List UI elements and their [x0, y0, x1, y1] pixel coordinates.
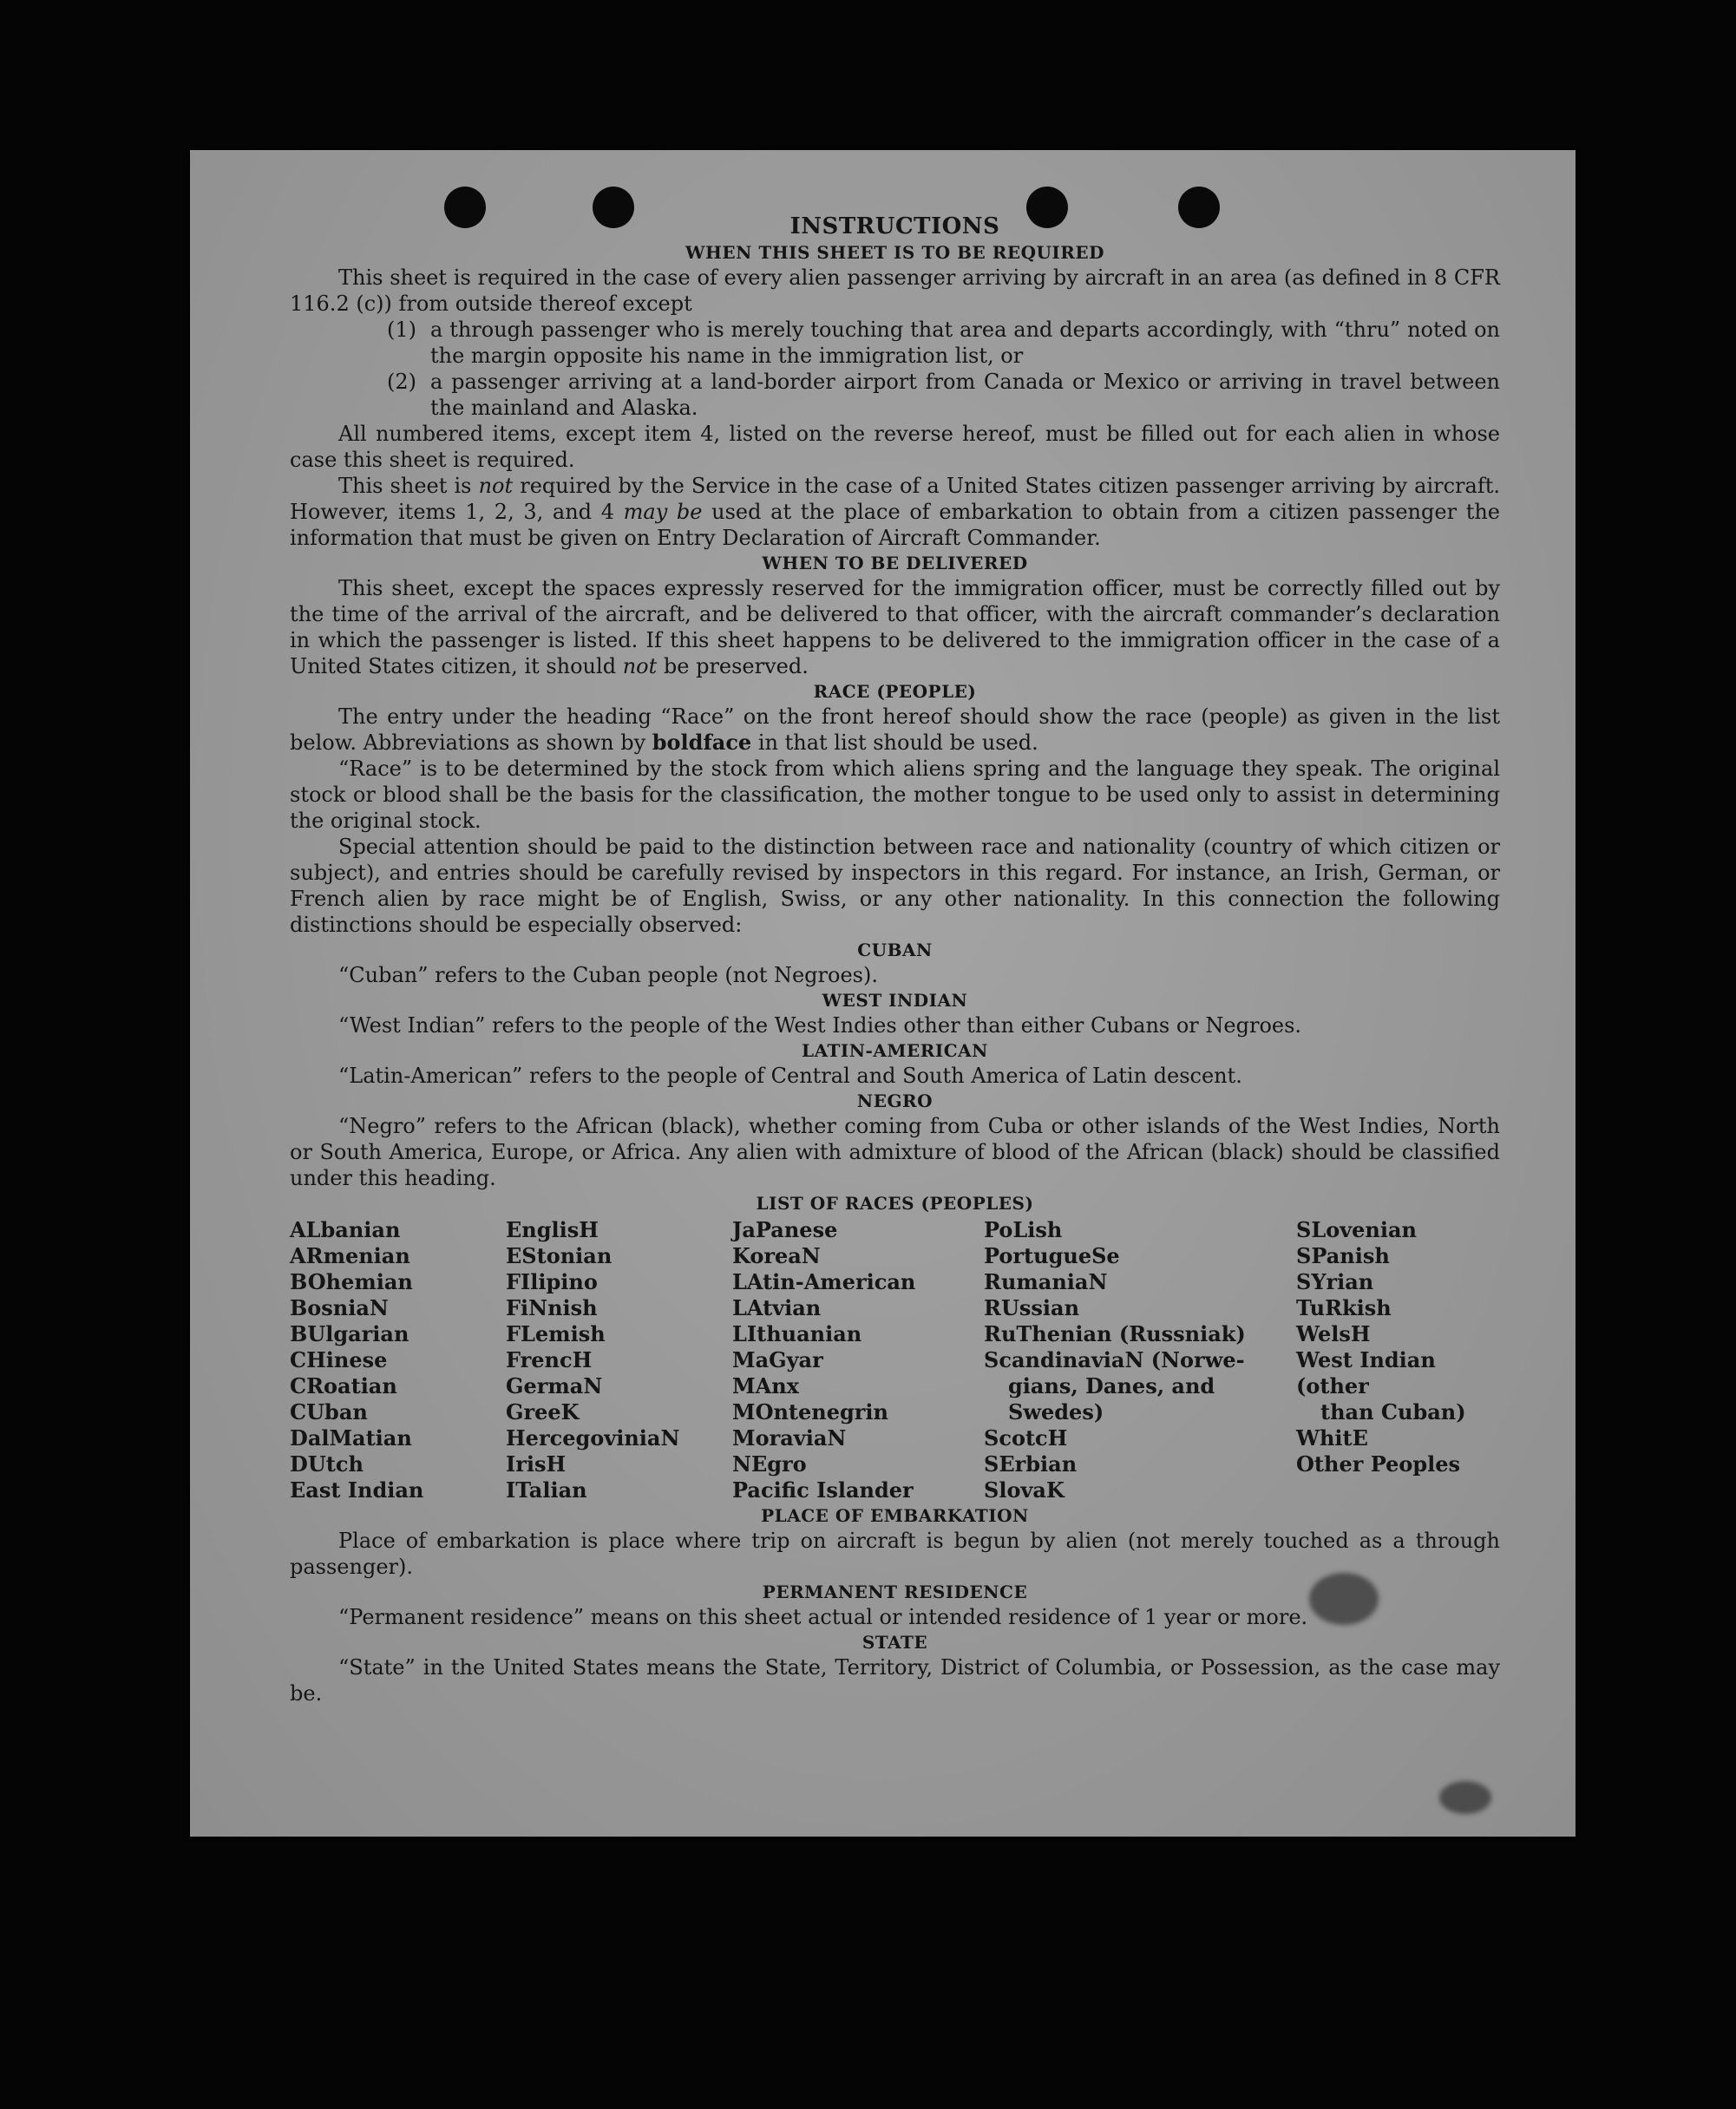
race-entry: SYrian — [1296, 1269, 1374, 1294]
race-entry: RUssian — [984, 1295, 1080, 1320]
paragraph-numbered-items: All numbered items, except item 4, listed on the reverse hereof, must be filled out for each alien in whose case this sheet is required. — [290, 422, 1500, 472]
race-entry: FLemish — [506, 1321, 606, 1346]
ink-stain — [1439, 1781, 1491, 1814]
race-entry: BOhemian — [290, 1269, 413, 1294]
race-entry: KoreaN — [732, 1243, 821, 1268]
section-heading-embarkation: PLACE OF EMBARKATION — [761, 1505, 1029, 1526]
race-entry: FiNnish — [506, 1295, 598, 1320]
race-entry: DalMatian — [290, 1425, 412, 1451]
race-entry: ITalian — [506, 1477, 587, 1503]
race-entry: West Indian (other — [1296, 1347, 1436, 1398]
race-entry: ScandinaviaN (Norwe- — [984, 1347, 1245, 1372]
race-entry: CUban — [290, 1399, 368, 1425]
paragraph-race-stock: “Race” is to be determined by the stock from which aliens spring and the language they speak. The original stock or blood shall be the basis for the classification, the mother tongue to be used only to assist in determining the original stock. — [290, 756, 1500, 833]
paragraph-requirement: This sheet is required in the case of every alien passenger arriving by aircraft in an area (as defined in 8 CFR 116.2 (c)) from outside thereof except — [290, 265, 1500, 316]
exception-text: a passenger arriving at a land-border airport from Canada or Mexico or arriving in travel between the mainland and Alaska. — [430, 370, 1500, 420]
section-heading-cuban: CUBAN — [857, 940, 933, 960]
section-heading-west-indian: WEST INDIAN — [822, 990, 968, 1011]
race-entry: East Indian — [290, 1477, 424, 1503]
race-entry: IrisH — [506, 1451, 567, 1477]
race-entry: FrencH — [506, 1347, 593, 1372]
race-entry: SlovaK — [984, 1477, 1065, 1503]
race-entry: ARmenian — [290, 1243, 410, 1268]
race-entry: Other Peoples — [1296, 1451, 1461, 1477]
race-entry: DUtch — [290, 1451, 364, 1477]
section-heading-permanent-residence: PERMANENT RESIDENCE — [762, 1582, 1028, 1602]
race-entry: LAtin-American — [732, 1269, 916, 1294]
race-entry: CRoatian — [290, 1373, 397, 1398]
exception-number: (2) — [387, 370, 416, 394]
race-entry: SErbian — [984, 1451, 1078, 1477]
section-heading-state: STATE — [861, 1632, 928, 1653]
race-entry: PoLish — [984, 1217, 1063, 1242]
race-entry: GreeK — [506, 1399, 580, 1425]
section-heading-list-of-races: LIST OF RACES (PEOPLES) — [756, 1193, 1034, 1214]
race-entry: ScotcH — [984, 1425, 1068, 1451]
race-column — [1296, 1217, 1500, 1503]
race-entry: HercegoviniaN — [506, 1425, 680, 1451]
race-entry: MOntenegrin — [732, 1399, 888, 1425]
race-entry: CHinese — [290, 1347, 388, 1372]
paragraph-state: “State” in the United States means the State, Territory, District of Columbia, or Possession, as the case may be. — [290, 1655, 1500, 1706]
document-sheet — [190, 150, 1576, 1837]
race-entry: BosniaN — [290, 1295, 389, 1320]
race-entry: SPanish — [1296, 1243, 1390, 1268]
section-heading-latin-american: LATIN-AMERICAN — [802, 1040, 988, 1061]
paragraph-delivery: This sheet, except the spaces expressly reserved for the immigration officer, must be correctly filled out by the time of the arrival of the aircraft, and be delivered to that officer, with the aircraft commander’s declaration in which the passenger is listed. If this sheet happens to be delivered to the immigration officer in the case of a United States citizen, it should not be preserved. — [290, 576, 1500, 678]
paragraph-negro: “Negro” refers to the African (black), whether coming from Cuba or other islands of the West Indies, North or South America, Europe, or Africa. Any alien with admixture of blood of the African (black) should be classified under this heading. — [290, 1114, 1500, 1190]
race-entry: JaPanese — [732, 1217, 838, 1242]
paragraph-cuban: “Cuban” refers to the Cuban people (not Negroes). — [338, 963, 878, 987]
section-heading-negro: NEGRO — [856, 1091, 934, 1111]
paragraph-race-entry: The entry under the heading “Race” on the front hereof should show the race (people) as given in the list below. Abbreviations as shown by boldface in that list should be used. — [290, 704, 1500, 755]
race-entry: LIthuanian — [732, 1321, 862, 1346]
race-entry: WelsH — [1296, 1321, 1371, 1346]
race-entry: NEgro — [732, 1451, 807, 1477]
race-entry: EStonian — [506, 1243, 613, 1268]
paragraph-citizen-passenger: This sheet is not required by the Service in the case of a United States citizen passenger arriving by aircraft. However, items 1, 2, 3, and 4 may be used at the place of embarkation to obtain from a citizen passenger the information that must be given on Entry Declaration of Aircraft Commander. — [290, 474, 1500, 550]
paragraph-west-indian: “West Indian” refers to the people of the West Indies other than either Cubans or Negroes. — [338, 1013, 1302, 1038]
exception-item-2 — [387, 369, 1500, 421]
race-column — [290, 1217, 506, 1503]
section-heading-when-required: WHEN THIS SHEET IS TO BE REQUIRED — [685, 242, 1104, 263]
race-column — [984, 1217, 1296, 1503]
race-entry: MaGyar — [732, 1347, 823, 1372]
race-entry: FIlipino — [506, 1269, 598, 1294]
exception-item-1 — [387, 317, 1500, 369]
race-entry: LAtvian — [732, 1295, 822, 1320]
race-entry: RuThenian (Russniak) — [984, 1321, 1246, 1346]
section-heading-race: RACE (PEOPLE) — [813, 681, 977, 702]
race-entry: RumaniaN — [984, 1269, 1108, 1294]
race-column — [506, 1217, 732, 1503]
race-entry: GermaN — [506, 1373, 603, 1398]
race-entry: WhitE — [1296, 1425, 1368, 1451]
race-entry: Swedes) — [1008, 1399, 1104, 1425]
race-entry: EnglisH — [506, 1217, 599, 1242]
race-entry: gians, Danes, and — [1008, 1373, 1215, 1398]
race-entry: PortugueSe — [984, 1243, 1120, 1268]
race-entry: than Cuban) — [1320, 1399, 1466, 1425]
race-entry: TuRkish — [1296, 1295, 1392, 1320]
page-title: INSTRUCTIONS — [789, 213, 1000, 239]
race-entry: SLovenian — [1296, 1217, 1417, 1242]
section-heading-when-delivered: WHEN TO BE DELIVERED — [762, 553, 1028, 573]
paragraph-race-nationality: Special attention should be paid to the distinction between race and nationality (country of which citizen or subject), and entries should be carefully revised by inspectors in this regard. For instance, an Irish, German, or French alien by race might be of English, Swiss, or any other nationality. In this connection the following distinctions should be especially observed: — [290, 835, 1500, 937]
paragraph-embarkation: Place of embarkation is place where trip on aircraft is begun by alien (not merely touched as a through passenger). — [290, 1529, 1500, 1579]
race-entry: ALbanian — [290, 1217, 401, 1242]
exception-text: a through passenger who is merely touching that area and departs accordingly, with “thru” noted on the margin opposite his name in the immigration list, or — [430, 318, 1500, 368]
race-entry: Pacific Islander — [732, 1477, 914, 1503]
race-entry: MoraviaN — [732, 1425, 847, 1451]
exception-number: (1) — [387, 318, 416, 342]
race-list — [290, 1217, 1500, 1503]
paragraph-permanent-residence: “Permanent residence” means on this sheet actual or intended residence of 1 year or more. — [338, 1605, 1308, 1629]
race-column — [732, 1217, 984, 1503]
race-entry: BUlgarian — [290, 1321, 409, 1346]
race-entry: MAnx — [732, 1373, 799, 1398]
instructions-content — [290, 213, 1500, 1706]
paragraph-latin-american: “Latin-American” refers to the people of Central and South America of Latin descent. — [338, 1064, 1242, 1088]
